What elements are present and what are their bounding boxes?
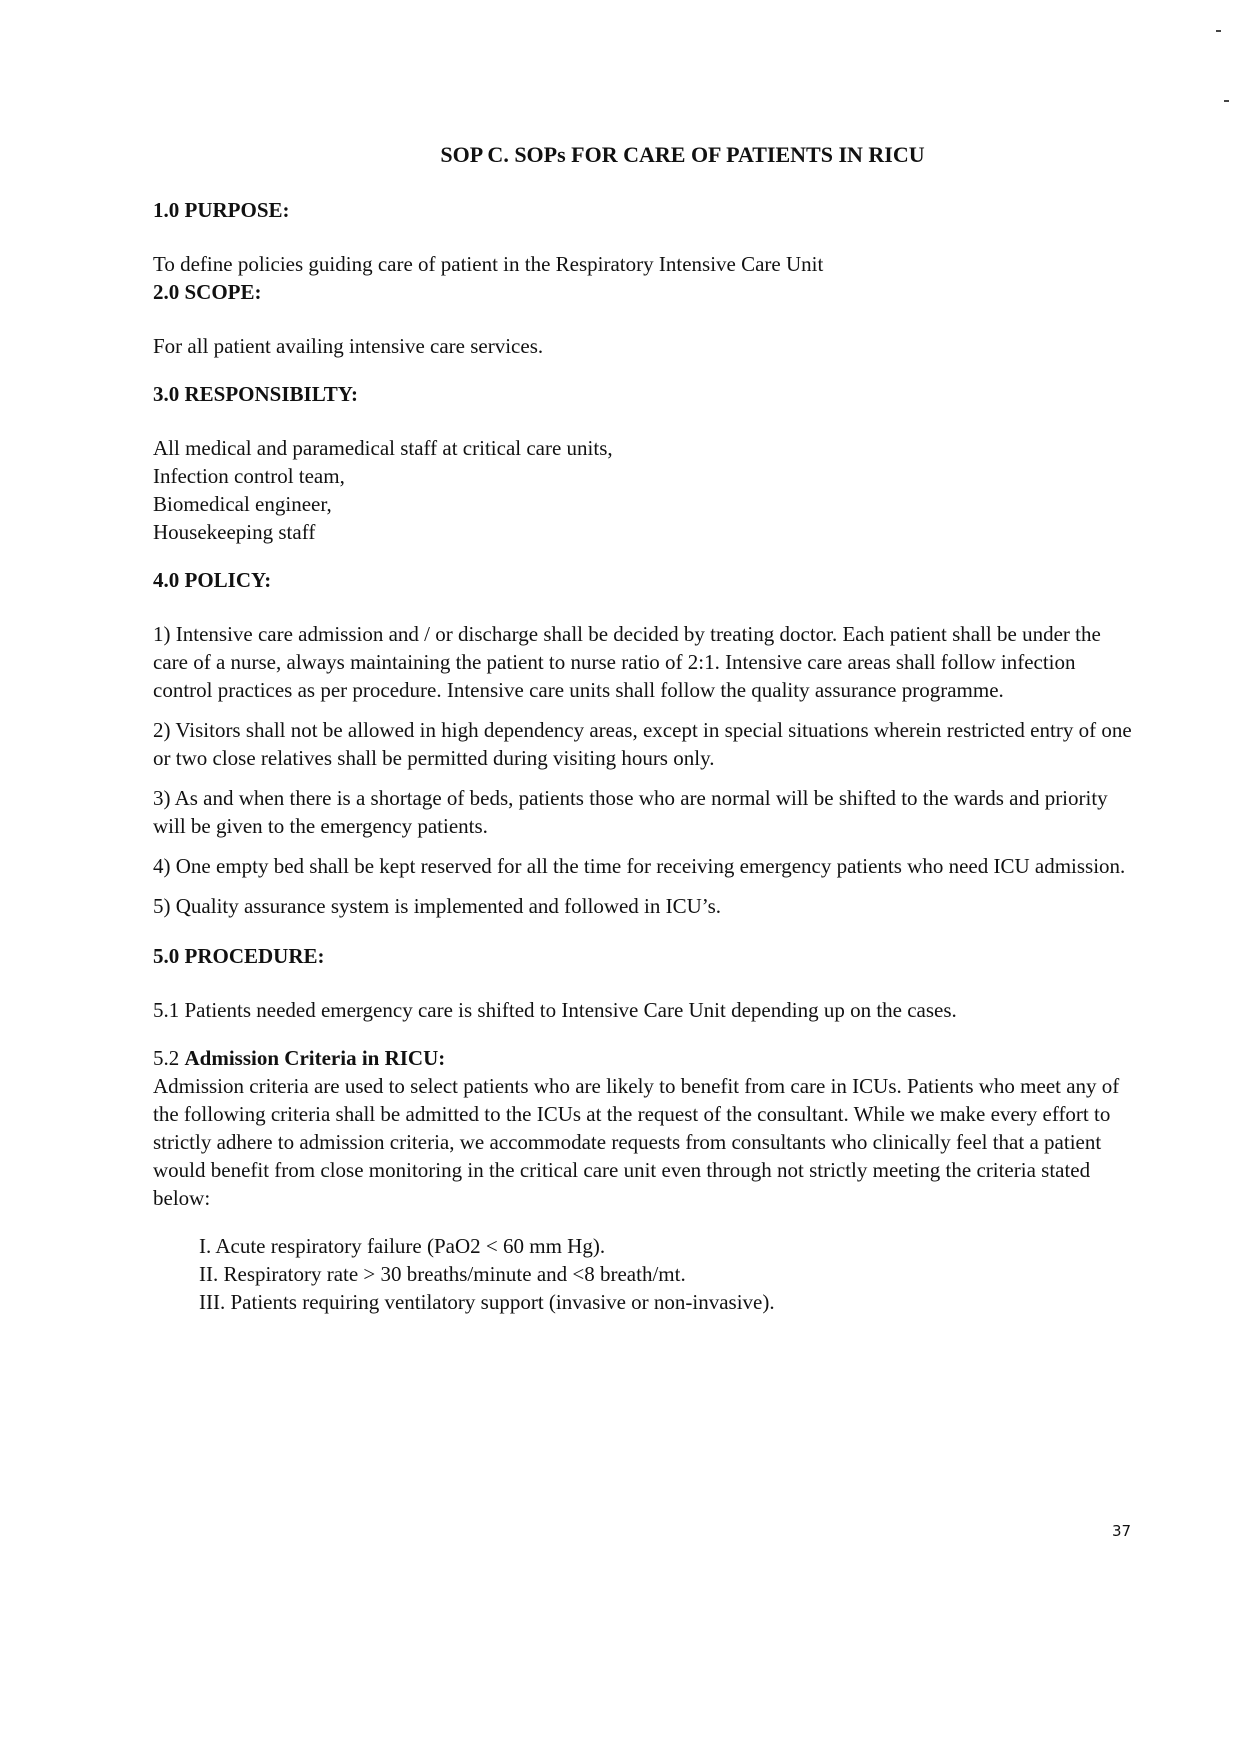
scan-mark bbox=[1224, 100, 1229, 102]
scope-heading: 2.0 SCOPE: bbox=[153, 280, 262, 304]
scan-mark bbox=[1216, 30, 1221, 32]
policy-item: 3) As and when there is a shortage of beds, patients those who are normal will be shifted to the wards and priority will be given to the emergency patients. bbox=[153, 786, 1108, 838]
responsibility-lines bbox=[153, 434, 1133, 546]
responsibility-line: Housekeeping staff bbox=[153, 520, 316, 544]
policy-item: 5) Quality assurance system is implemented and followed in ICU’s. bbox=[153, 894, 722, 918]
scope-text: For all patient availing intensive care services. bbox=[153, 334, 544, 358]
responsibility-section bbox=[153, 380, 1133, 546]
procedure-heading: 5.0 PROCEDURE: bbox=[153, 944, 325, 968]
document-body bbox=[153, 196, 1133, 1316]
responsibility-line: Biomedical engineer, bbox=[153, 492, 332, 516]
responsibility-heading: 3.0 RESPONSIBILTY: bbox=[153, 382, 359, 406]
responsibility-line: All medical and paramedical staff at critical care units, bbox=[153, 436, 613, 460]
procedure-step-5-2-heading bbox=[153, 1044, 1133, 1072]
admission-criteria-list bbox=[153, 1232, 1133, 1316]
document-title-text: SOP C. SOPs FOR CARE OF PATIENTS IN RICU bbox=[440, 142, 925, 167]
procedure-step-5-2-text: Admission criteria are used to select patients who are likely to benefit from care in ICUs. Patients who meet any of the following criteria shall be admitted to the ICUs at the request of the consultant. While we make every effort to strictly adhere to admission criteria, we accommodate requests from consultants who clinically feel that a patient would benefit from close monitoring in the critical care unit even through not strictly meeting the criteria stated below: bbox=[153, 1074, 1120, 1210]
admission-criterion: I. Acute respiratory failure (PaO2 < 60 mm Hg). bbox=[199, 1234, 606, 1258]
policy-item: 2) Visitors shall not be allowed in high dependency areas, except in special situations wherein restricted entry of one or two close relatives shall be permitted during visiting hours only. bbox=[153, 718, 1132, 770]
policy-section bbox=[153, 566, 1133, 920]
purpose-section bbox=[153, 196, 1133, 278]
policy-item: 1) Intensive care admission and / or discharge shall be decided by treating doctor. Each patient shall be under the care of a nurse, always maintaining the patient to nurse ratio of 2:1. Intensive care areas shall follow infection control practices as per procedure. Intensive care units shall follow the quality assurance programme. bbox=[153, 622, 1101, 702]
scope-section bbox=[153, 278, 1133, 360]
policy-item: 4) One empty bed shall be kept reserved for all the time for receiving emergency patients who need ICU admission. bbox=[153, 854, 1126, 878]
admission-criterion: II. Respiratory rate > 30 breaths/minute and <8 breath/mt. bbox=[199, 1262, 686, 1286]
policy-heading: 4.0 POLICY: bbox=[153, 568, 272, 592]
procedure-step-5-1: 5.1 Patients needed emergency care is shifted to Intensive Care Unit depending up on the cases. bbox=[153, 998, 957, 1022]
document-title bbox=[0, 142, 1250, 168]
purpose-heading: 1.0 PURPOSE: bbox=[153, 198, 290, 222]
page-number: 37 bbox=[1112, 1522, 1132, 1540]
procedure-step-5-2-title: Admission Criteria in RICU: bbox=[184, 1046, 446, 1070]
purpose-text: To define policies guiding care of patient in the Respiratory Intensive Care Unit bbox=[153, 252, 824, 276]
responsibility-line: Infection control team, bbox=[153, 464, 345, 488]
procedure-section bbox=[153, 942, 1133, 1316]
procedure-step-5-2-number: 5.2 bbox=[153, 1046, 180, 1070]
admission-criterion: III. Patients requiring ventilatory support (invasive or non-invasive). bbox=[199, 1290, 775, 1314]
